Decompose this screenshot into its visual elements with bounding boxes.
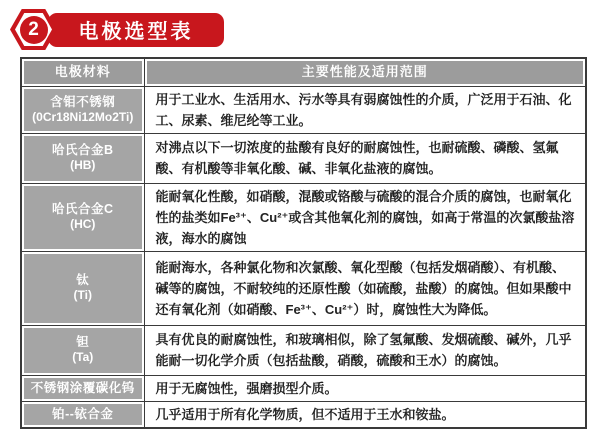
- material-cell: [21, 375, 144, 401]
- table-row: [21, 375, 586, 401]
- material-code: (Ta): [72, 350, 94, 365]
- page-header: [0, 0, 600, 50]
- material-cell: [21, 401, 144, 428]
- column-header-description-label: 主要性能及适用范围: [147, 61, 584, 84]
- table-row: [21, 251, 586, 325]
- description-cell: 用于工业水、生活用水、污水等具有弱腐蚀性的介质，广泛用于石油、化工、尿素、维尼纶等工业。: [144, 86, 586, 133]
- description-cell: 几乎适用于所有化学物质，但不适用于王水和铵盐。: [144, 401, 586, 428]
- page-title: 电极选型表: [48, 13, 224, 47]
- column-header-description: [144, 58, 586, 86]
- material-code: (Ti): [73, 288, 92, 303]
- material-cell: [21, 183, 144, 251]
- description-cell: 用于无腐蚀性，强磨损型介质。: [144, 375, 586, 401]
- material-name: 含钼不锈钢: [50, 94, 116, 109]
- table-row: [21, 86, 586, 133]
- material-code: (0Cr18Ni12Mo2Ti): [32, 109, 134, 124]
- material-name: 哈氏合金B: [51, 143, 114, 158]
- description-cell: 具有优良的耐腐蚀性，和玻璃相似，除了氢氟酸、发烟硫酸、碱外，几乎能耐一切化学介质（包括盐酸，硝酸，硫酸和王水）的腐蚀。: [144, 325, 586, 375]
- material-cell: [21, 251, 144, 325]
- material-name: 哈氏合金C: [51, 202, 114, 217]
- electrode-selection-table: [20, 57, 587, 429]
- column-header-material: [21, 58, 144, 86]
- table-row: [21, 401, 586, 428]
- material-name: 钽: [76, 335, 90, 350]
- description-cell: 对沸点以下一切浓度的盐酸有良好的耐腐蚀性，也耐硫酸、磷酸、氢氟酸、有机酸等非氧化酸、碱、非氧化盐液的腐蚀。: [144, 133, 586, 183]
- material-name: 钛: [76, 273, 90, 288]
- table-header-row: [21, 58, 586, 86]
- material-name: 不锈钢涂覆碳化钨: [30, 380, 135, 395]
- badge-number: 2: [20, 16, 48, 44]
- material-cell: [21, 325, 144, 375]
- material-cell: [21, 86, 144, 133]
- material-name: 铂--铱合金: [52, 406, 114, 421]
- material-cell: [21, 133, 144, 183]
- material-code: (HC): [70, 217, 96, 232]
- section-number-badge: [10, 9, 57, 50]
- column-header-material-label: 电极材料: [24, 61, 142, 84]
- description-cell: 能耐海水，各种氯化物和次氯酸、氧化型酸（包括发烟硝酸）、有机酸、碱等的腐蚀，不耐较纯的还原性酸（如硫酸，盐酸）的腐蚀。但如果酸中还有氧化剂（如硝酸、Fe³⁺、Cu²⁺）时，腐蚀性大为降低。: [144, 251, 586, 325]
- table-row: [21, 133, 586, 183]
- table-row: [21, 183, 586, 251]
- table-row: [21, 325, 586, 375]
- description-cell: 能耐氧化性酸，如硝酸，混酸或铬酸与硫酸的混合介质的腐蚀，也耐氧化性的盐类如Fe³⁺、Cu²⁺或含其他氧化剂的腐蚀，如高于常温的次氯酸盐溶液，海水的腐蚀: [144, 183, 586, 251]
- material-code: (HB): [70, 158, 96, 173]
